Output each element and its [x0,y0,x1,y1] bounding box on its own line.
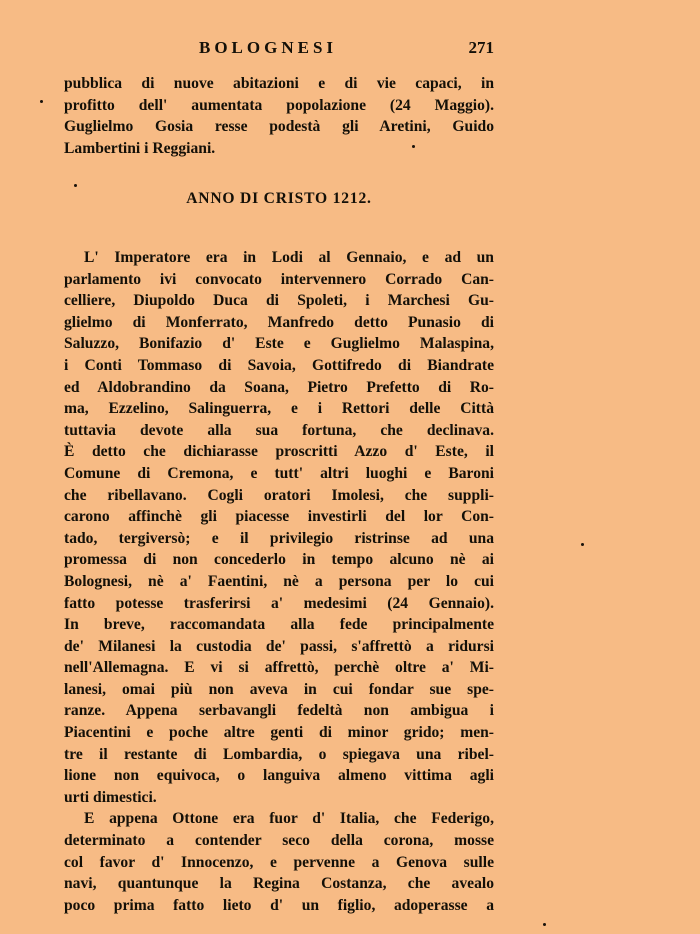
text-line: profitto dell' aumentata popolazione (24 Maggio). [64,96,494,114]
text-line: urti dimestici. [64,788,157,806]
text-line: determinato a contender seco della corona, mosse [64,832,494,850]
running-head [64,38,494,60]
scan-speck [74,184,77,187]
text-line: Guglielmo Gosia resse podestà gli Aretini, Guido [64,118,494,136]
scan-speck [581,543,584,546]
scan-speck [412,145,415,148]
text-line: de' Milanesi la custodia de' passi, s'affrettò a ridursi [64,637,494,655]
text-line: nell'Allemagna. E vi si affrettò, perchè oltre a' Mi- [64,659,494,677]
text-line: Saluzzo, Bonifazio d' Este e Guglielmo Malaspina, [64,335,494,353]
text-line: fatto potesse trasferirsi a' medesimi (24 Gennaio). [64,594,494,612]
text-line: È detto che dichiarasse proscritti Azzo d' Este, il [64,443,494,461]
text-line: L' Imperatore era in Lodi al Gennaio, e ad un [84,249,494,266]
text-line: glielmo di Monferrato, Manfredo detto Punasio di [64,313,494,331]
text-line: Lambertini i Reggiani. [64,139,216,157]
text-line: promessa di non concederlo in tempo alcuno nè ai [64,551,494,569]
text-line: tre il restante di Lombardia, o spiegava una ribel- [64,745,494,763]
text-line: celliere, Diupoldo Duca di Spoleti, i Marchesi Gu- [64,292,494,310]
intro-paragraph [64,73,494,159]
text-line: In breve, raccomandata alla fede principalmente [64,616,494,634]
text-line: col favor d' Innocenzo, e pervenne a Genova sulle [64,853,494,871]
main-text [64,247,494,916]
text-line: Comune di Cremona, e tutt' altri luoghi e Baroni [64,464,494,482]
page-number: 271 [468,38,494,57]
text-line: Bolognesi, nè a' Faentini, nè a persona per lo cui [64,572,494,590]
text-line: poco prima fatto lieto d' un figlio, adoperasse a [64,896,494,914]
text-line: lione non equivoca, o languiva almeno vittima agli [64,767,494,785]
text-line: che ribellavano. Cogli oratori Imolesi, che suppli- [64,486,494,504]
text-line: tuttavia devote alla sua fortuna, che declinava. [64,421,494,439]
scan-speck [543,923,546,926]
text-line: tado, tergiversò; e il privilegio ristrinse ad una [64,529,494,547]
text-line: ma, Ezzelino, Salinguerra, e i Rettori delle Città [64,400,494,418]
text-line: Piacentini e poche altre genti di minor grido; men- [64,724,494,742]
text-line: carono affinchè gli piacesse investirli del lor Con- [64,508,494,526]
text-line: E appena Ottone era fuor d' Italia, che Federigo, [84,810,494,828]
text-line: lanesi, omai più non aveva in cui fondar sue spe- [64,680,494,698]
text-line: i Conti Tommaso di Savoia, Gottifredo di Biandrate [64,356,494,374]
text-line: navi, quantunque la Regina Costanza, che avealo [64,875,494,893]
scan-speck [40,100,43,103]
text-line: ed Aldobrandino da Soana, Pietro Prefetto di Ro- [64,378,494,396]
year-heading: ANNO DI CRISTO 1212. [186,190,372,207]
text-line: parlamento ivi convocato intervennero Corrado Can- [64,270,494,288]
text-line: ranze. Appena serbavangli fedeltà non ambigua i [64,702,494,720]
text-line: pubblica di nuove abitazioni e di vie capaci, in [64,75,494,92]
running-title: BOLOGNESI [199,38,338,57]
